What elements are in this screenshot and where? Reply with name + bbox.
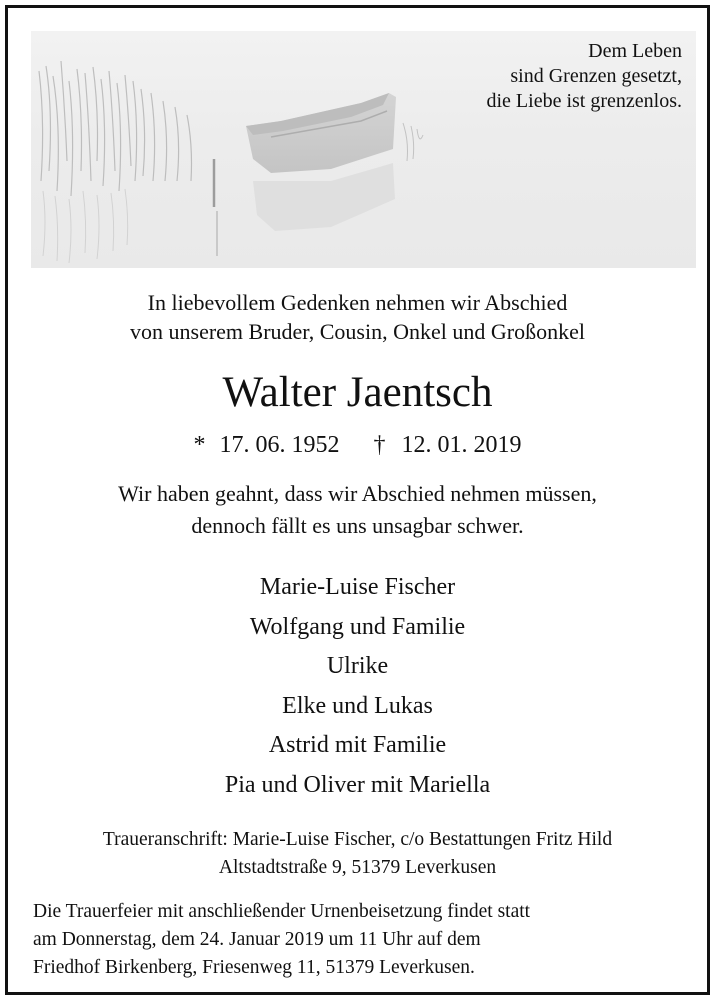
address-line-2: Altstadtstraße 9, 51379 Leverkusen	[218, 857, 497, 878]
mourner-item: Elke und Lukas	[282, 692, 433, 719]
mourner-item: Wolfgang und Familie	[249, 613, 466, 640]
mourner-item: Ulrike	[326, 653, 389, 679]
life-dates	[8, 428, 707, 462]
motto-line-3: die Liebe ist grenzenlos.	[486, 90, 682, 112]
quote-line-1: Wir haben geahnt, dass wir Abschied nehmen müssen,	[118, 481, 597, 506]
motto-line-2: sind Grenzen gesetzt,	[510, 65, 682, 87]
service-line-3: Friedhof Birkenberg, Friesenweg 11, 51379 Leverkusen.	[33, 957, 475, 978]
birth-symbol: *	[193, 432, 206, 458]
service-info	[33, 898, 698, 982]
mourner-item: Pia und Oliver mit Mariella	[224, 771, 491, 798]
death-symbol: †	[373, 432, 386, 458]
service-line-2: am Donnerstag, dem 24. Januar 2019 um 11 Uhr auf dem	[33, 929, 481, 950]
mourning-address	[8, 826, 707, 882]
address-line-1: Traueranschrift: Marie-Luise Fischer, c/o Bestattungen Fritz Hild	[102, 829, 613, 850]
notice-frame	[5, 5, 710, 995]
mourner-item: Marie-Luise Fischer	[259, 574, 456, 600]
death-date: 12. 01. 2019	[401, 432, 522, 458]
mourner-item: Astrid mit Familie	[268, 732, 447, 758]
quote-line-2: dennoch fällt es uns unsagbar schwer.	[191, 513, 524, 538]
motto	[487, 39, 683, 114]
intro-line-2: von unserem Bruder, Cousin, Onkel und Großonkel	[130, 319, 585, 344]
mourners-list	[8, 568, 707, 805]
intro-line-1: In liebevollem Gedenken nehmen wir Abschied	[147, 290, 568, 315]
quote	[8, 478, 707, 542]
deceased-name: Walter Jaentsch	[222, 369, 493, 416]
service-line-1: Die Trauerfeier mit anschließender Urnenbeisetzung findet statt	[33, 901, 531, 922]
motto-line-1: Dem Leben	[588, 40, 682, 62]
lake-boat-photo	[31, 31, 696, 268]
intro-text	[8, 288, 707, 346]
birth-date: 17. 06. 1952	[219, 432, 340, 458]
